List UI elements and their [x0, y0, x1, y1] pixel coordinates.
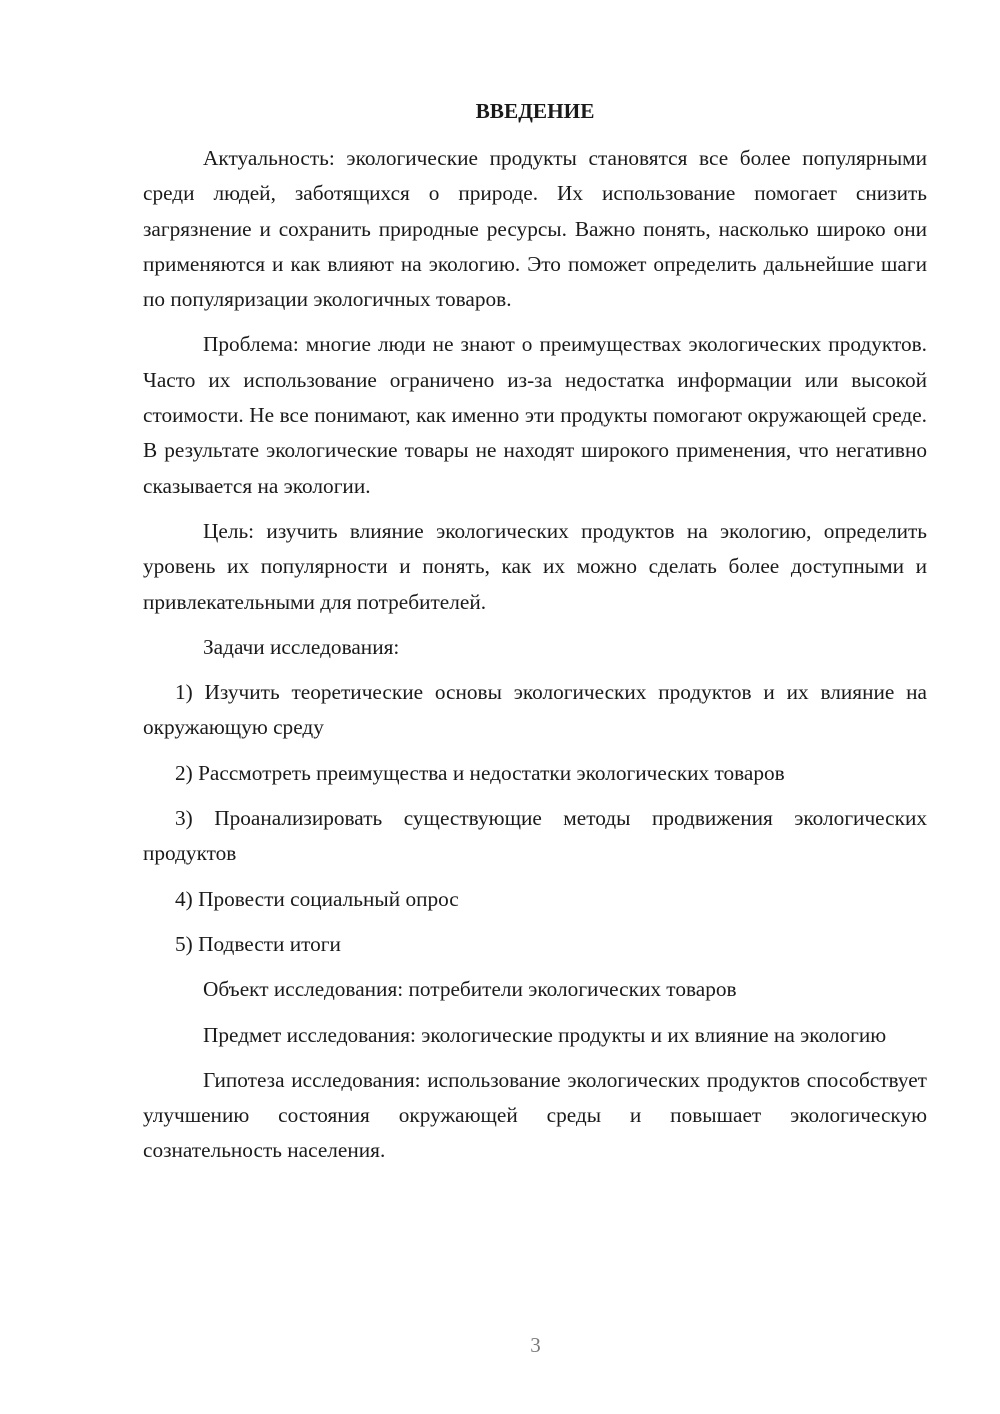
- task-item-2: 2) Рассмотреть преимущества и недостатки экологических товаров: [175, 760, 785, 785]
- task-item-4: 4) Провести социальный опрос: [175, 886, 459, 911]
- paragraph-problem: Проблема: многие люди не знают о преимуществах экологических продуктов. Часто их использование ограничено из-за недостатка информации или высокой стоимости. Не все понимают, как именно эти продукты помогают окружающей среде. В результате экологические товары не находят широкого применения, что негативно сказывается на экологии.: [143, 332, 927, 498]
- task-item-5: 5) Подвести итоги: [175, 931, 341, 956]
- page-title: ВВЕДЕНИЕ: [475, 99, 595, 123]
- paragraph-subject: Предмет исследования: экологические продукты и их влияние на экологию: [203, 1022, 887, 1047]
- task-item-1: 1) Изучить теоретические основы экологических продуктов и их влияние на окружающую среду: [143, 680, 927, 740]
- paragraph-hypothesis: Гипотеза исследования: использование экологических продуктов способствует улучшению состояния окружающей среды и повышает экологическую сознательность населения.: [143, 1067, 927, 1163]
- paragraph-relevance: Актуальность: экологические продукты становятся все более популярными среди людей, заботящихся о природе. Их использование помогает снизить загрязнение и сохранить природные ресурсы. Важно понять, насколько широко они применяются и как влияют на экологию. Это поможет определить дальнейшие шаги по популяризации экологичных товаров.: [143, 146, 927, 312]
- tasks-heading: Задачи исследования:: [203, 634, 400, 659]
- paragraph-object: Объект исследования: потребители экологических товаров: [203, 977, 737, 1002]
- page-number: 3: [530, 1333, 541, 1357]
- document-page: [143, 94, 927, 1179]
- task-item-3: 3) Проанализировать существующие методы продвижения экологических продуктов: [143, 806, 927, 866]
- paragraph-goal: Цель: изучить влияние экологических продуктов на экологию, определить уровень их популярности и понять, как их можно сделать более доступными и привлекательными для потребителей.: [143, 518, 927, 614]
